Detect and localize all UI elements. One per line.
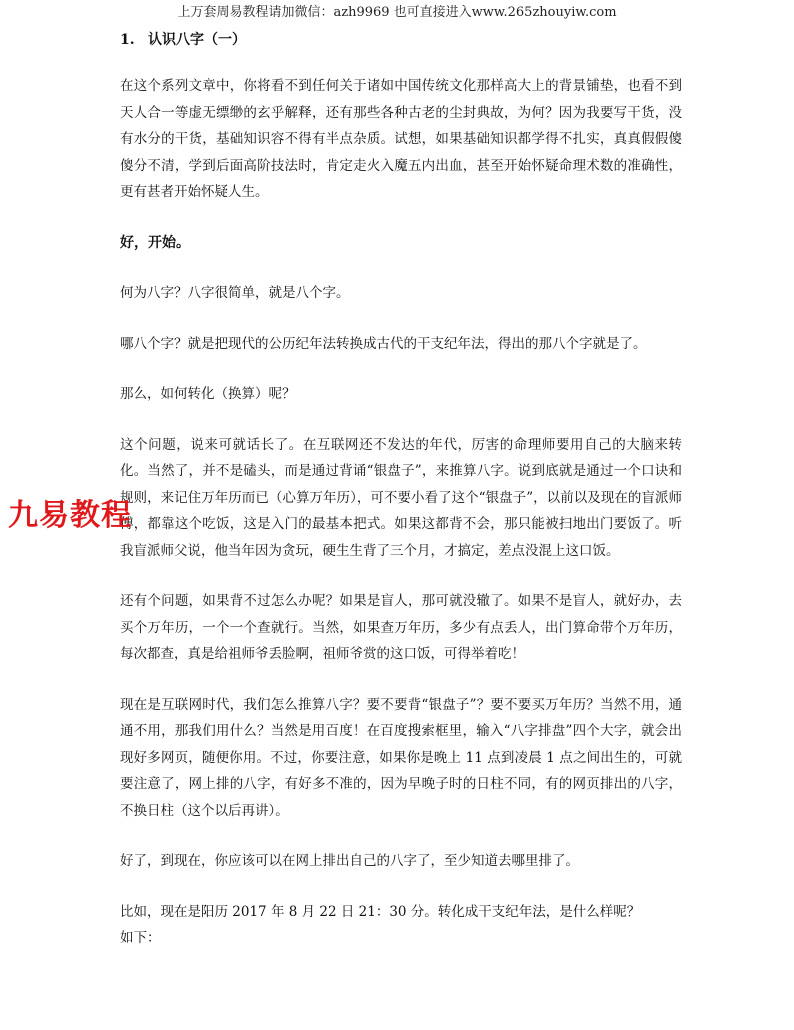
section-title: 认识八字（一）: [148, 32, 246, 48]
paragraph-example-date: 比如，现在是阳历 2017 年 8 月 22 日 21：30 分。转化成干支纪年法，是什么样呢？: [120, 903, 641, 920]
paragraph-calendar: 还有个问题，如果背不过怎么办呢？如果是盲人，那可就没辙了。如果不是盲人，就好办，去买个万年历，一个一个查就行。当然，如果查万年历，多少有点丢人，出门算命带个万年历，每次都查，真是给祖师爷丢脸啊，祖师爷赏的这口饭，可得举着吃！: [120, 593, 682, 662]
subheading-start: 好，开始。: [120, 234, 190, 251]
paragraph-as-follows: 如下：: [120, 930, 161, 946]
section-heading: [120, 30, 682, 50]
paragraph-which-eight: 哪八个字？就是把现代的公历纪年法转换成古代的干支纪年法，得出的那八个字就是了。: [120, 335, 647, 352]
watermark-logo: 九易教程: [8, 498, 132, 533]
section-number: 1.: [120, 32, 135, 48]
paragraph-now-you-can: 好了，到现在，你应该可以在网上排出自己的八字了，至少知道去哪里排了。: [120, 853, 579, 869]
page-header: 上万套周易教程请加微信：azh9969 也可直接进入www.265zhouyiw.com: [177, 5, 617, 20]
paragraph-internet: 现在是互联网时代，我们怎么推算八字？要不要背“银盘子”？要不要买万年历？当然不用，通通不用，那我们用什么？当然是用百度！在百度搜索框里，输入“八字排盘”四个大字，就会出现好多网页，随便你用。不过，你要注意，如果你是晚上 11 点到凌晨 1 点之间出生的，可就要注意了，网上排的八字，有好多不准的，因为早晚子时的日柱不同，有的网页排出的八字，不换日柱（这个以后再讲）。: [120, 696, 682, 819]
paragraph-what-is-bazi: 何为八字？八字很简单，就是八个字。: [120, 285, 350, 301]
paragraph-how-convert: 那么，如何转化（换算）呢？: [120, 386, 296, 402]
paragraph-silver-plate: 这个问题，说来可就话长了。在互联网还不发达的年代，厉害的命理师要用自己的大脑来转化。当然了，并不是磕头，而是通过背诵“银盘子”，来推算八字。说到底就是通过一个口诀和规则，来记住万年历而已（心算万年历），可不要小看了这个“银盘子”，以前以及现在的盲派师傅，都靠这个吃饭，这是入门的最基本把式。如果这都背不会，那只能被扫地出门要饭了。听我盲派师父说，他当年因为贪玩，硬生生背了三个月，才搞定，差点没混上这口饭。: [120, 436, 682, 559]
paragraph-intro: 在这个系列文章中，你将看不到任何关于诸如中国传统文化那样高大上的背景铺垫，也看不到天人合一等虚无缥缈的玄乎解释，还有那些各种古老的尘封典故，为何？因为我要写干货，没有水分的干货，基础知识容不得有半点杂质。试想，如果基础知识都学得不扎实，真真假假傻傻分不清，学到后面高阶技法时，肯定走火入魔五内出血，甚至开始怀疑命理术数的准确性，更有甚者开始怀疑人生。: [120, 78, 682, 200]
article-body: [120, 30, 682, 952]
